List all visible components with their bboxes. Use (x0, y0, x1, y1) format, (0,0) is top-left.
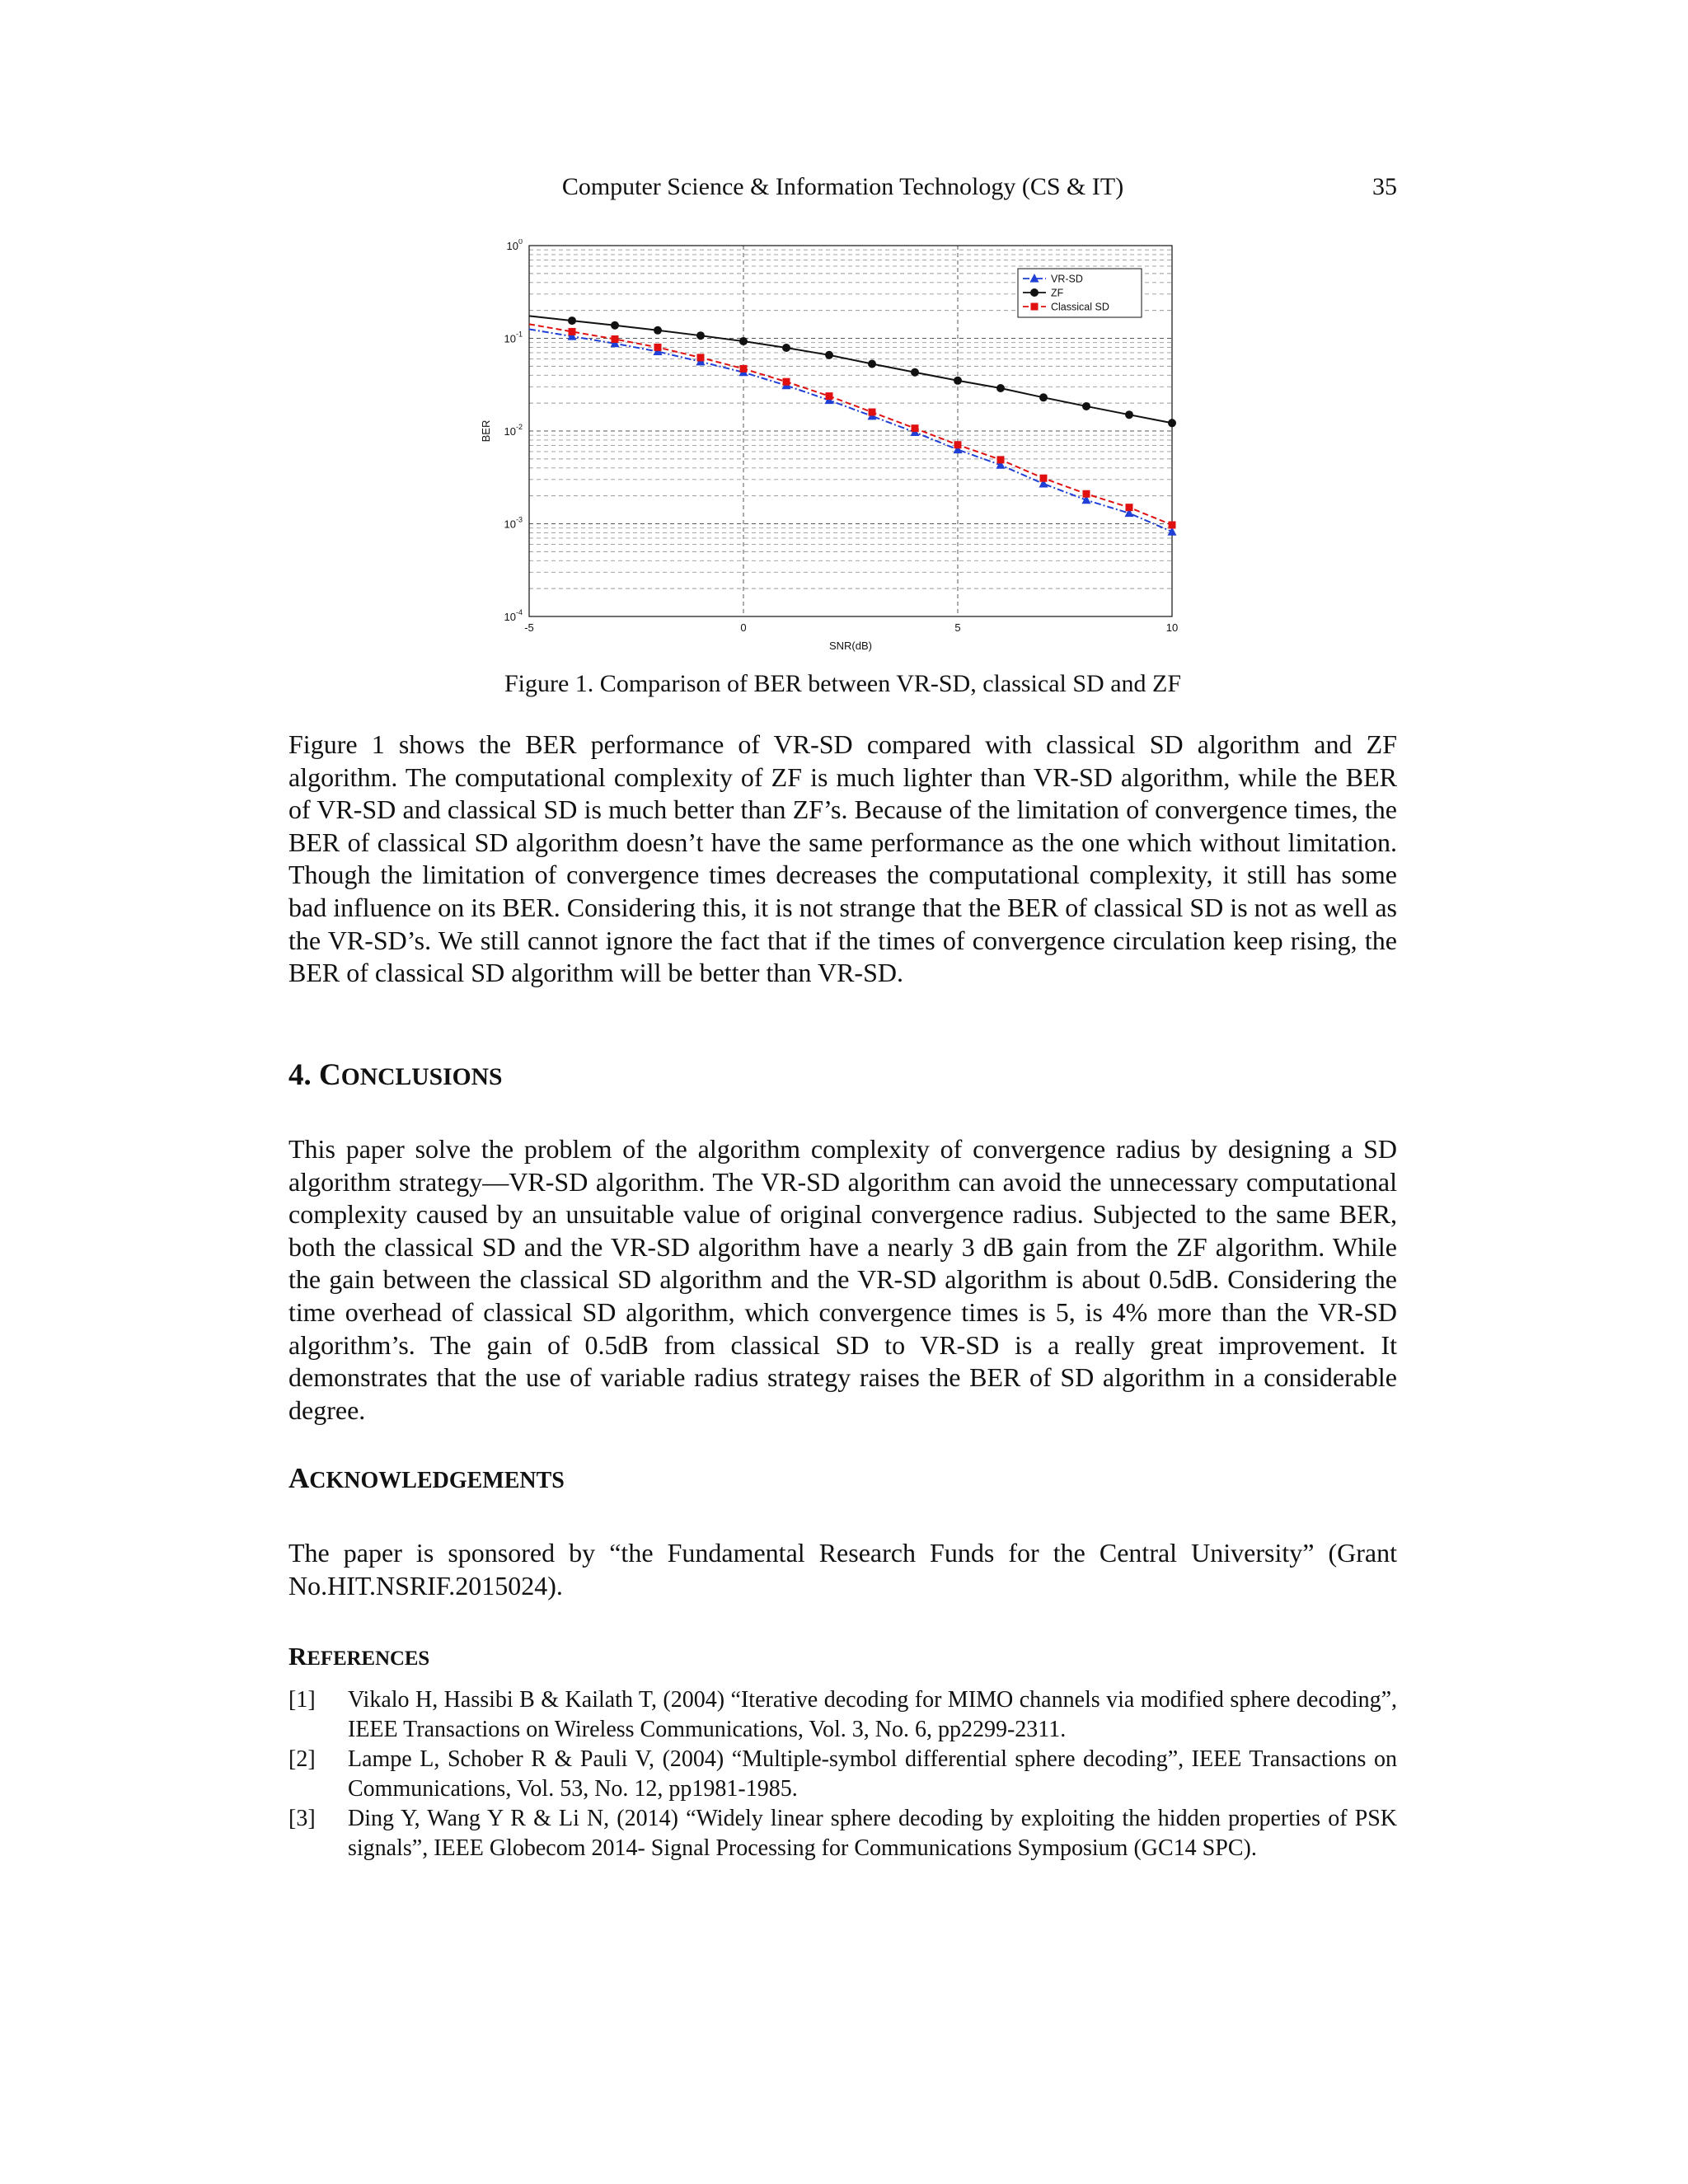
paragraph-conclusions: This paper solve the problem of the algorithm complexity of convergence radius by designing a SD algorithm strategy—VR-SD algorithm. The VR-SD algorithm can avoid the unnecessary computational complexity caused by an unsuitable value of original convergence radius. Subjected to the same BER, both the classical SD and the VR-SD algorithm have a nearly 3 dB gain from the ZF algorithm. While the gain between the classical SD algorithm and the VR-SD algorithm is about 0.5dB. Considering the time overhead of classical SD algorithm, which convergence times is 5, is 4% more than the VR-SD algorithm’s. The gain of 0.5dB from classical SD to VR-SD is a really great improvement. It demonstrates that the use of variable radius strategy raises the BER of SD algorithm in a considerable degree. (288, 1134, 1397, 1425)
legend-label-zf: ZF (1051, 287, 1064, 299)
y-tick-label: $10^{-1}$ (504, 330, 523, 345)
paragraph-acknowledgements: The paper is sponsored by “the Fundamental Research Funds for the Central University” (Grant No.HIT.NSRIF.2015024). (288, 1538, 1397, 1601)
data-point-zf (611, 321, 619, 330)
figure-caption: Figure 1. Comparison of BER between VR-SD, classical SD and ZF (504, 670, 1182, 697)
data-point-zf (825, 351, 833, 359)
data-point-classical-sd (1126, 504, 1133, 511)
data-point-zf (911, 368, 919, 377)
data-point-classical-sd (697, 354, 705, 361)
y-tick-label: $10^{-3}$ (504, 515, 523, 531)
reference-number: [3] (288, 1806, 316, 1831)
data-point-zf (1082, 402, 1090, 410)
heading-conclusions-number: 4. (288, 1058, 319, 1092)
reference-item (288, 1804, 1397, 1863)
heading-acknowledgements (288, 1459, 565, 1501)
x-tick-label: 5 (954, 621, 961, 634)
heading-conclusions-rest: ONCLUSIONS (340, 1064, 503, 1090)
data-point-classical-sd (1169, 521, 1176, 528)
x-tick-label: 0 (740, 621, 747, 634)
data-point-zf (1168, 419, 1176, 427)
data-point-classical-sd (654, 344, 662, 351)
heading-refs-rest: EFERENCES (307, 1647, 430, 1670)
data-point-classical-sd (997, 456, 1005, 463)
y-axis-label: BER (480, 419, 492, 443)
data-point-zf (1039, 393, 1048, 401)
reference-number: [2] (288, 1746, 316, 1772)
data-point-classical-sd (612, 335, 619, 343)
paragraph-figure-discussion: Figure 1 shows the BER performance of VR-SD compared with classical SD algorithm and ZF algorithm. The computational complexity of ZF is much lighter than VR-SD algorithm, while the BER of VR-SD and classical SD is much better than ZF’s. Because of the limitation of convergence times, the BER of classical SD algorithm doesn’t have the same performance as the one which without limitation. Though the limitation of convergence times decreases the computational complexity, it still has some bad influence on its BER. Considering this, it is not strange that the BER of classical SD is not as well as the VR-SD’s. We still cannot ignore the fact that if the times of convergence circulation keep rising, the BER of classical SD algorithm will be better than VR-SD. (288, 729, 1397, 988)
data-point-classical-sd (1040, 475, 1048, 482)
data-point-classical-sd (912, 424, 919, 432)
x-tick-label: 10 (1165, 621, 1179, 634)
heading-refs-initial: R (288, 1642, 307, 1671)
data-point-zf (696, 331, 705, 340)
reference-list (288, 1685, 1397, 1863)
data-point-classical-sd (826, 392, 833, 400)
legend (1018, 269, 1142, 317)
y-tick-label: $10^{-4}$ (504, 608, 523, 623)
y-tick-label: $10^0$ (506, 239, 523, 252)
data-point-zf (996, 384, 1005, 392)
reference-item (288, 1745, 1397, 1804)
reference-item (288, 1685, 1397, 1745)
data-point-zf (739, 337, 748, 345)
heading-conclusions-initial: C (319, 1058, 341, 1092)
data-point-classical-sd (1083, 490, 1090, 498)
legend-marker-classical-sd (1031, 303, 1039, 311)
data-point-zf (1125, 410, 1133, 419)
heading-conclusions (288, 1055, 502, 1098)
reference-text: Vikalo H, Hassibi B & Kailath T, (2004) “Iterative decoding for MIMO channels via modified sphere decoding”, IEEE Transactions on Wireless Communications, Vol. 3, No. 6, pp2299-2311. (348, 1687, 1397, 1742)
legend-label-classical-sd: Classical SD (1051, 301, 1109, 313)
legend-label-vr-sd: VR-SD (1051, 273, 1083, 285)
heading-ack-initial: A (288, 1462, 310, 1494)
reference-text: Ding Y, Wang Y R & Li N, (2014) “Widely linear sphere decoding by exploiting the hidden properties of PSK signals”, IEEE Globecom 2014- Signal Processing for Communications Symposium (GC14 SPC). (348, 1806, 1397, 1861)
figure-1 (478, 239, 1195, 659)
data-point-classical-sd (954, 441, 962, 448)
reference-number: [1] (288, 1687, 316, 1713)
heading-references (288, 1638, 429, 1677)
running-header (288, 169, 1397, 205)
data-point-zf (868, 360, 876, 368)
legend-marker-zf (1030, 288, 1039, 297)
reference-text: Lampe L, Schober R & Pauli V, (2004) “Multiple-symbol differential sphere decoding”, IEEE Transactions on Communications, Vol. 53, No. 12, pp1981-1985. (348, 1746, 1397, 1802)
x-tick-label: -5 (524, 621, 534, 634)
data-point-classical-sd (869, 409, 876, 416)
data-point-zf (954, 377, 962, 385)
data-point-zf (568, 316, 576, 325)
x-axis-label: SNR(dB) (828, 640, 873, 652)
data-point-classical-sd (783, 378, 790, 386)
heading-ack-rest: CKNOWLEDGEMENTS (309, 1468, 565, 1493)
data-point-zf (782, 344, 790, 352)
data-point-classical-sd (740, 365, 748, 373)
y-tick-label: $10^{-2}$ (504, 423, 523, 438)
page-number: 35 (1372, 173, 1397, 200)
data-point-zf (654, 326, 662, 335)
data-point-classical-sd (569, 328, 576, 335)
journal-title: Computer Science & Information Technology (CS & IT) (561, 173, 1124, 200)
ber-chart (478, 239, 1195, 659)
